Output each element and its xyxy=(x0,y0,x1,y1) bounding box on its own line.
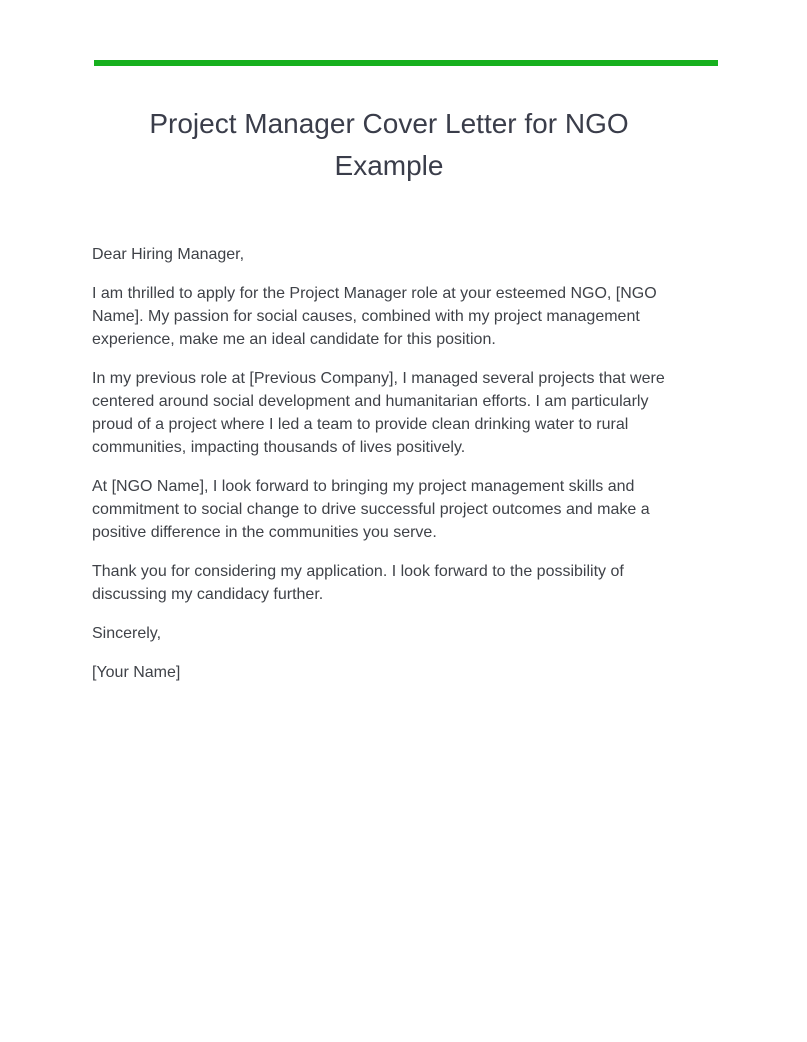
header-accent-bar xyxy=(94,60,718,66)
closing: Sincerely, xyxy=(92,625,162,642)
salutation: Dear Hiring Manager, xyxy=(92,246,245,263)
signature: [Your Name] xyxy=(92,664,181,681)
paragraph-thanks: Thank you for considering my application. I look forward to the possibility of discussing my candidacy further. xyxy=(92,563,624,603)
paragraph-goals: At [NGO Name], I look forward to bringing my project management skills and commitment to social change to drive successful project outcomes and make a positive difference in the communities you serve. xyxy=(92,478,650,541)
page-title: Project Manager Cover Letter for NGO Example xyxy=(149,108,629,181)
paragraph-intro: I am thrilled to apply for the Project Manager role at your esteemed NGO, [NGO Name]. My passion for social causes, combined with my project management experience, make me an ideal candidate for this position. xyxy=(92,285,657,348)
paragraph-experience: In my previous role at [Previous Company], I managed several projects that were centered around social development and humanitarian efforts. I am particularly proud of a project where I led a team to provide clean drinking water to rural communities, impacting thousands of lives positively. xyxy=(92,370,665,456)
letter-body xyxy=(92,243,682,700)
